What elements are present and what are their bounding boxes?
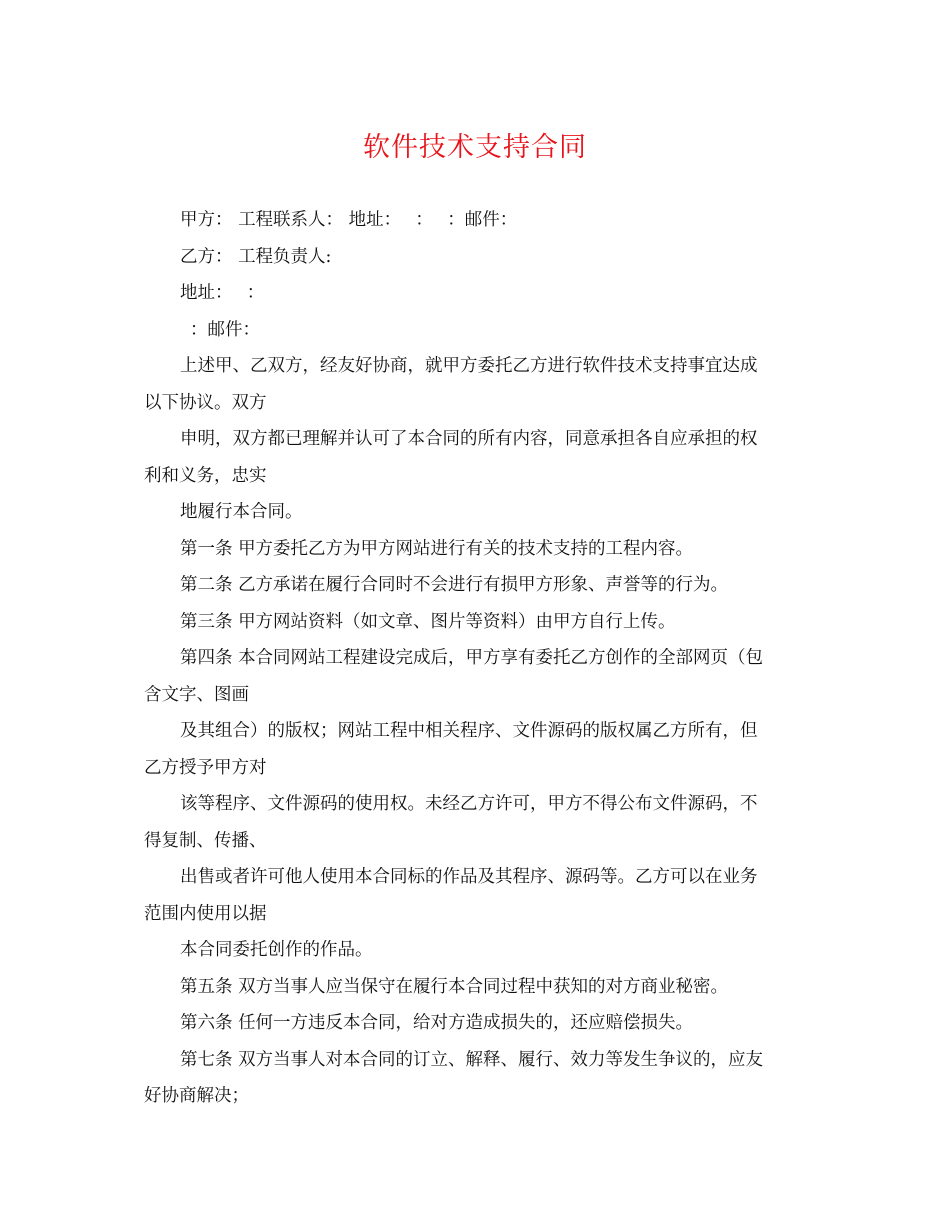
email-line: ：邮件： — [190, 319, 260, 340]
paragraph-line: 上述甲、乙双方，经友好协商，就甲方委托乙方进行软件技术支持事宜达成 — [180, 356, 758, 376]
paragraph-line: 第六条 任何一方违反本合同，给对方造成损失的，还应赔偿损失。 — [180, 1013, 694, 1033]
paragraph-continuation-line: 得复制、传播、 — [144, 830, 267, 851]
paragraph-list — [144, 348, 809, 1115]
paragraph-line: 第二条 乙方承诺在履行合同时不会进行有损甲方形象、声誉等的行为。 — [180, 575, 729, 595]
paragraph-continuation-line: 利和义务，忠实 — [144, 465, 267, 486]
party-a-line: 甲方： 工程联系人： 地址： ： ：邮件： — [180, 210, 518, 230]
page-title: 软件技术支持合同 — [363, 132, 587, 163]
paragraph-line: 第七条 双方当事人对本合同的订立、解释、履行、效力等发生争议的，应友 — [180, 1049, 764, 1070]
paragraph-continuation-line: 好协商解决； — [144, 1086, 249, 1106]
paragraph-line: 第三条 甲方网站资料（如文章、图片等资料）由甲方自行上传。 — [180, 611, 676, 632]
paragraph-line: 及其组合）的版权；网站工程中相关程序、文件源码的版权属乙方所有，但 — [180, 721, 758, 741]
paragraph-line: 该等程序、文件源码的使用权。未经乙方许可，甲方不得公布文件源码，不 — [180, 794, 758, 814]
paragraph-continuation-line: 范围内使用以据 — [144, 903, 267, 924]
paragraph-line: 申明，双方都已理解并认可了本合同的所有内容，同意承担各自应承担的权 — [180, 429, 758, 449]
paragraph-line: 地履行本合同。 — [180, 502, 303, 522]
paragraph-line: 第一条 甲方委托乙方为甲方网站进行有关的技术支持的工程内容。 — [180, 538, 694, 559]
address-line: 地址： ： — [180, 283, 265, 303]
party-b-line: 乙方： 工程负责人: — [180, 246, 332, 267]
paragraph-line: 第五条 双方当事人应当保守在履行本合同过程中获知的对方商业秘密。 — [180, 976, 729, 997]
paragraph-continuation-line: 以下协议。双方 — [144, 392, 267, 413]
paragraph-continuation-line: 含文字、图画 — [144, 684, 249, 705]
paragraph-line: 第四条 本合同网站工程建设完成后，甲方享有委托乙方创作的全部网页（包 — [180, 648, 764, 668]
contract-body — [144, 202, 809, 1115]
paragraph-line: 本合同委托创作的作品。 — [180, 940, 373, 960]
paragraph-line: 出售或者许可他人使用本合同标的作品及其程序、源码等。乙方可以在业务 — [180, 867, 758, 887]
paragraph-continuation-line: 乙方授予甲方对 — [144, 757, 267, 778]
